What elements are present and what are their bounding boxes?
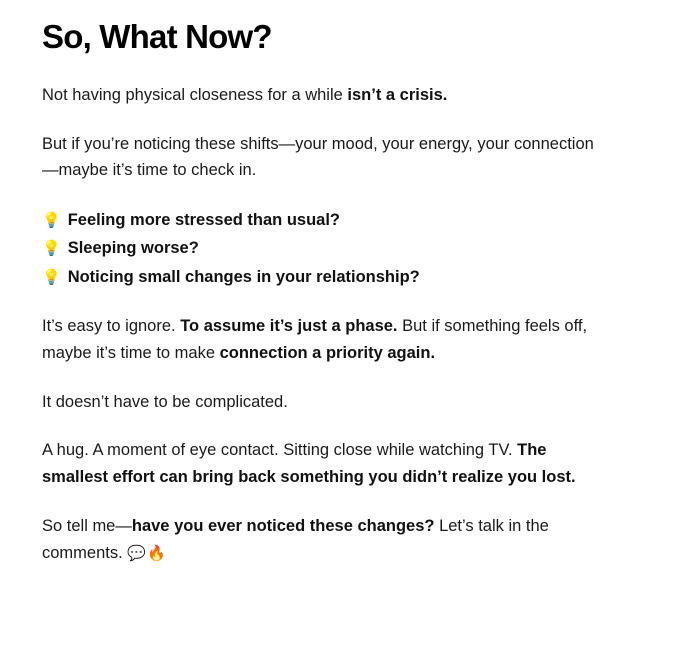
checklist (42, 206, 643, 291)
paragraph-gestures-emphasis: The smallest effort can bring back something you didn’t realize you lost. (42, 441, 576, 487)
list-item-label: Noticing small changes in your relationship? (67, 267, 420, 286)
paragraph-ignore (42, 313, 602, 366)
list-item (42, 206, 643, 234)
paragraph-shifts: But if you’re noticing these shifts—your mood, your energy, your connection—maybe it’s time to check in. (42, 134, 594, 180)
comment-fire-emoji: 💬🔥 (127, 544, 167, 562)
paragraph-intro-lead: Not having physical closeness for a while (42, 85, 348, 104)
list-item (42, 263, 643, 291)
paragraph-intro-emphasis: isn’t a crisis. (347, 85, 448, 104)
page-title: So, What Now? (42, 18, 272, 55)
paragraph-call-to-action (42, 513, 602, 566)
lightbulb-icon: 💡 (42, 240, 61, 258)
paragraph-ignore-part2: But if something feels off, maybe it’s time to make (42, 317, 588, 362)
paragraph-ignore-part1: It’s easy to ignore. (42, 317, 181, 336)
paragraph-ignore-emphasis-1: To assume it’s just a phase. (180, 317, 398, 336)
paragraph-gestures-part1: A hug. A moment of eye contact. Sitting close while watching TV. (42, 441, 518, 460)
list-item-label: Feeling more stressed than usual? (67, 211, 341, 230)
paragraph-intro (42, 82, 602, 109)
cta-emphasis: have you ever noticed these changes? (131, 516, 435, 535)
paragraph-ignore-emphasis-2: connection a priority again. (219, 343, 436, 362)
cta-part2: Let’s talk in the comments. (42, 516, 549, 562)
lightbulb-icon: 💡 (42, 268, 61, 286)
list-item-label: Sleeping worse? (67, 239, 199, 258)
cta-part1: So tell me— (42, 516, 132, 535)
paragraph-gestures (42, 437, 602, 490)
lightbulb-icon: 💡 (42, 212, 61, 230)
list-item (42, 234, 643, 262)
paragraph-simple: It doesn’t have to be complicated. (42, 392, 288, 411)
